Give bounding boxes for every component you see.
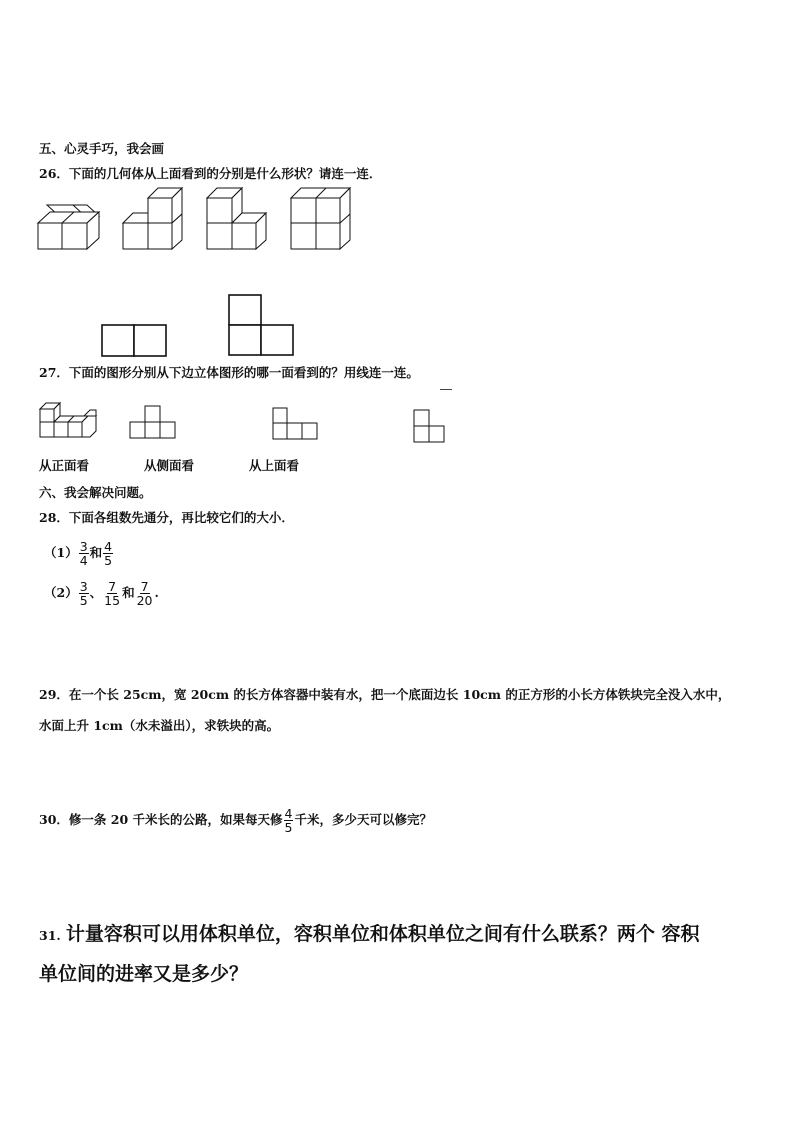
conjunction: 和 — [122, 585, 135, 601]
cube-stack-2-figure — [122, 186, 184, 251]
part-label: （2） — [44, 585, 78, 601]
question-28-text: 28．下面各组数先通分，再比较它们的大小． — [39, 510, 294, 525]
fraction: $\frac{7}{20}$ — [136, 579, 153, 609]
period: . — [154, 585, 159, 601]
cube-stack-1-figure — [37, 205, 102, 251]
fraction: $\frac{4}{5}$ — [104, 539, 113, 569]
section-title: 六、我会解决问题。 — [39, 485, 152, 500]
label-front-view: 从正面看 — [39, 458, 90, 473]
dash-mark — [440, 389, 452, 390]
cube-stack-3-figure — [206, 186, 268, 251]
question-26-text: 26．下面的几何体从上面看到的分别是什么形状？请连一连． — [39, 166, 382, 181]
q27-view-3 — [413, 409, 447, 443]
cube-stack-4-figure — [290, 186, 352, 251]
cube-front-face — [38, 223, 62, 249]
fraction: $\frac{7}{15}$ — [104, 579, 121, 609]
question-31-line-2: 单位间的进率又是多少？ — [39, 963, 249, 985]
part-label: （1） — [44, 545, 78, 561]
fraction: $\frac{3}{4}$ — [79, 539, 88, 569]
question-30 — [39, 807, 432, 834]
q27-solid-figure — [38, 401, 100, 439]
fraction: $\frac{3}{5}$ — [79, 579, 88, 609]
question-30-text-end: 千米，多少天可以修完？ — [294, 812, 432, 828]
question-27-text: 27．下面的图形分别从下边立体图形的哪一面看到的？用线连一连。 — [39, 365, 419, 380]
label-top-view: 从上面看 — [249, 458, 300, 473]
question-31-text: 计量容积可以用体积单位，容积单位和体积单位之间有什么联系？两个 容积 — [65, 923, 700, 945]
separator: 、 — [89, 585, 103, 601]
label-side-view: 从侧面看 — [144, 458, 195, 473]
q27-view-1 — [129, 405, 177, 439]
question-29-line-2: 水面上升 1cm（水未溢出），求铁块的高。 — [39, 718, 280, 733]
fraction: $\frac{4}{5}$ — [284, 806, 293, 836]
question-31-line-1 — [39, 925, 699, 944]
question-number: 31. — [39, 928, 61, 943]
section-title: 五、心灵手巧，我会画 — [39, 141, 165, 156]
question-30-text: 30．修一条 20 千米长的公路，如果每天修 — [39, 812, 283, 828]
q27-view-2 — [272, 407, 320, 440]
view-two-squares-row — [101, 324, 167, 357]
conjunction: 和 — [89, 545, 103, 561]
question-29-line-1: 29．在一个长 25cm，宽 20cm 的长方体容器中装有水，把一个底面边长 10cm 的正方形的小长方体铁块完全没入水中， — [39, 687, 731, 702]
view-l-shape — [228, 294, 294, 356]
q28-part-2 — [44, 580, 159, 607]
q28-part-1 — [44, 540, 114, 567]
